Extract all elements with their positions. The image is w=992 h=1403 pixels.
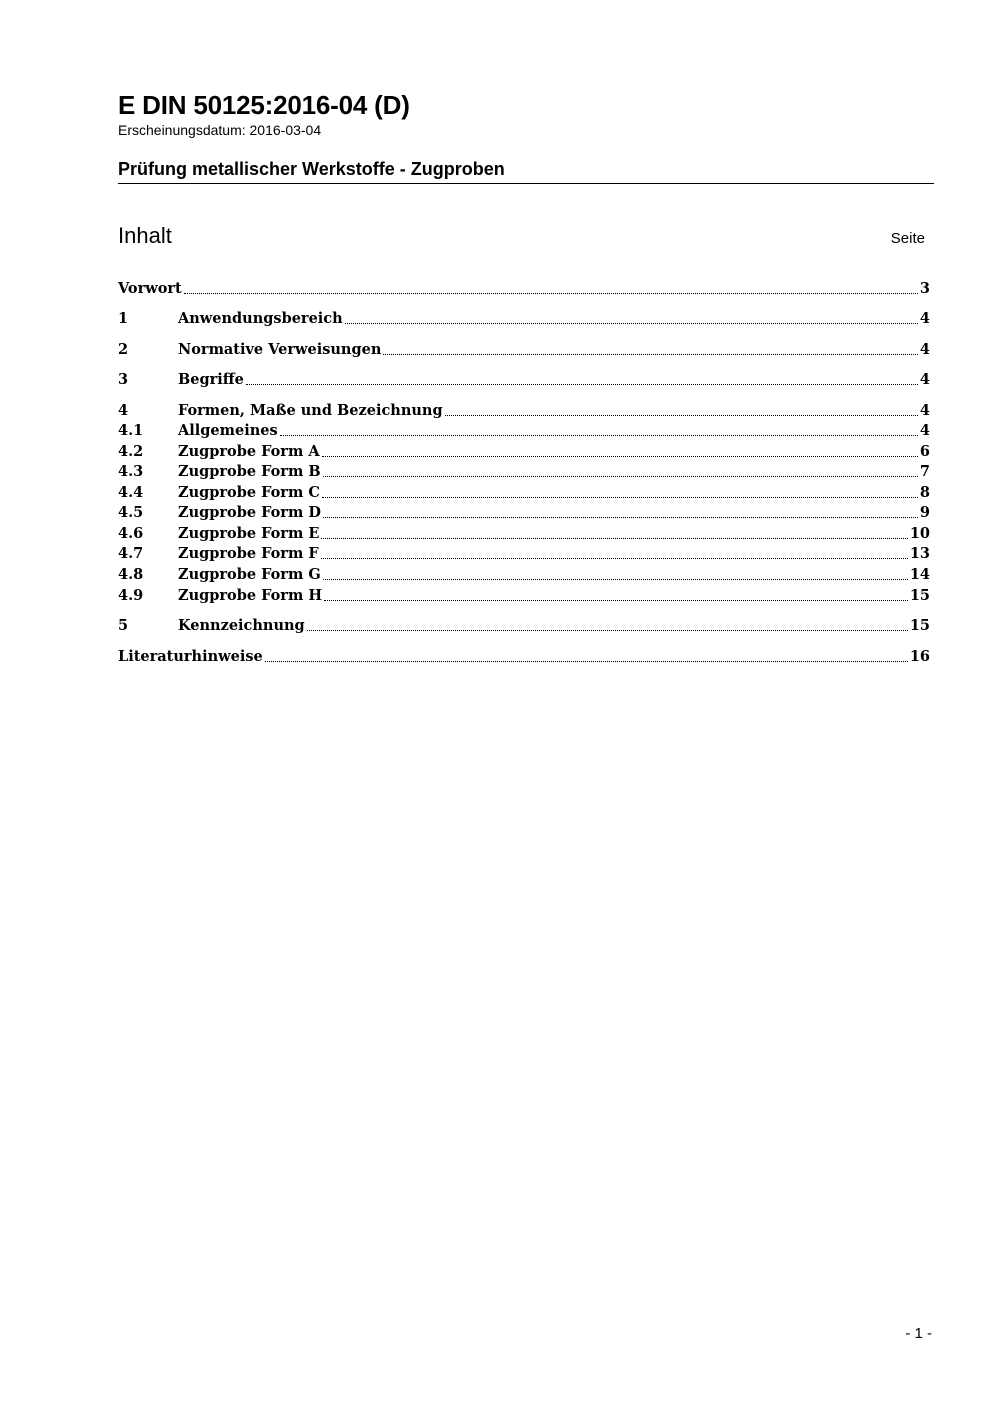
toc-entry-number: 4.9 xyxy=(118,587,144,604)
toc-entry-label: Formen, Maße und Bezeichnung xyxy=(178,402,443,419)
toc-entry-number: 4.8 xyxy=(118,566,144,583)
toc-entry-4-6[interactable] xyxy=(118,525,930,545)
toc-entry-label: Begriffe xyxy=(178,371,244,388)
toc-leader-dots xyxy=(322,446,918,457)
toc-entry-bibliography[interactable] xyxy=(118,648,930,668)
toc-entry-page: 14 xyxy=(909,566,930,583)
toc-entry-number: 4.6 xyxy=(118,525,144,542)
toc-entry-4-5[interactable] xyxy=(118,504,930,524)
toc-entry-page: 4 xyxy=(919,402,930,419)
toc-entry-number: 4 xyxy=(118,402,129,419)
toc-entry-label: Zugprobe Form H xyxy=(178,587,323,604)
toc-entry-number: 4.5 xyxy=(118,504,144,521)
toc-entry-number: 2 xyxy=(118,341,129,358)
toc-leader-dots xyxy=(280,425,918,436)
toc-page-column-label: Seite xyxy=(890,230,925,247)
toc-entry-number: 1 xyxy=(118,310,129,327)
toc-entry-4-4[interactable] xyxy=(118,484,930,504)
toc-leader-dots xyxy=(307,620,908,631)
toc-entry-number: 5 xyxy=(118,617,129,634)
toc-entry-3[interactable] xyxy=(118,371,930,391)
page-number: - 1 - xyxy=(905,1325,932,1342)
toc-leader-dots xyxy=(184,283,918,294)
toc-leader-dots xyxy=(345,313,918,324)
toc-entry-5[interactable] xyxy=(118,617,930,637)
toc-entry-4-9[interactable] xyxy=(118,587,930,607)
toc-entry-label: Zugprobe Form A xyxy=(178,443,320,460)
toc-entry-foreword[interactable] xyxy=(118,280,930,300)
document-id: E DIN 50125:2016-04 (D) xyxy=(118,90,410,120)
toc-entry-page: 6 xyxy=(919,443,930,460)
toc-leader-dots xyxy=(246,374,918,385)
toc-entry-number: 4.1 xyxy=(118,422,144,439)
toc-entry-page: 16 xyxy=(909,648,930,665)
toc-entry-4-7[interactable] xyxy=(118,545,930,565)
toc-entry-page: 4 xyxy=(919,371,930,388)
toc-leader-dots xyxy=(445,405,918,416)
toc-entry-label: Zugprobe Form C xyxy=(178,484,320,501)
toc-leader-dots xyxy=(322,487,918,498)
toc-entry-label: Kennzeichnung xyxy=(178,617,305,634)
toc-entry-4-3[interactable] xyxy=(118,463,930,483)
toc-entry-number: 3 xyxy=(118,371,129,388)
toc-entry-page: 3 xyxy=(919,280,930,297)
toc-entry-4-8[interactable] xyxy=(118,566,930,586)
toc-entry-label: Zugprobe Form E xyxy=(178,525,320,542)
publication-date: Erscheinungsdatum: 2016-03-04 xyxy=(118,122,322,138)
toc-entry-4-2[interactable] xyxy=(118,443,930,463)
toc-entry-number: 4.7 xyxy=(118,545,144,562)
toc-entry-label: Zugprobe Form G xyxy=(178,566,321,583)
toc-leader-dots xyxy=(321,548,908,559)
toc-entry-page: 4 xyxy=(919,422,930,439)
toc-leader-dots xyxy=(323,466,918,477)
toc-entry-page: 10 xyxy=(909,525,930,542)
toc-entry-page: 9 xyxy=(919,504,930,521)
toc-entry-label: Allgemeines xyxy=(178,422,278,439)
toc-entry-4-1[interactable] xyxy=(118,422,930,442)
toc-leader-dots xyxy=(324,590,908,601)
toc-entry-label: Anwendungsbereich xyxy=(178,310,343,327)
toc-entry-page: 8 xyxy=(919,484,930,501)
toc-entry-4[interactable] xyxy=(118,402,930,422)
title-divider xyxy=(118,183,934,184)
toc-entry-page: 7 xyxy=(919,463,930,480)
toc-entry-label: Zugprobe Form B xyxy=(178,463,321,480)
toc-entry-label: Zugprobe Form F xyxy=(178,545,319,562)
toc-entry-2[interactable] xyxy=(118,341,930,361)
toc-entry-page: 4 xyxy=(919,341,930,358)
toc-leader-dots xyxy=(321,528,907,539)
toc-entry-number: 4.2 xyxy=(118,443,144,460)
toc-entry-number: 4.3 xyxy=(118,463,144,480)
toc-leader-dots xyxy=(323,569,908,580)
toc-entry-label: Zugprobe Form D xyxy=(178,504,321,521)
document-title: Prüfung metallischer Werkstoffe - Zugproben xyxy=(118,159,505,179)
toc-entry-page: 15 xyxy=(909,617,930,634)
toc-leader-dots xyxy=(383,344,918,355)
toc-entry-page: 13 xyxy=(909,545,930,562)
toc-entry-page: 4 xyxy=(919,310,930,327)
toc-entry-label: Vorwort xyxy=(118,280,182,297)
toc-heading: Inhalt xyxy=(118,223,172,248)
toc-leader-dots xyxy=(265,651,908,662)
toc-leader-dots xyxy=(323,507,918,518)
toc-entry-number: 4.4 xyxy=(118,484,144,501)
toc-entry-page: 15 xyxy=(909,587,930,604)
toc-entry-label: Normative Verweisungen xyxy=(178,341,382,358)
toc-entry-label: Literaturhinweise xyxy=(118,648,263,665)
toc-entry-1[interactable] xyxy=(118,310,930,330)
